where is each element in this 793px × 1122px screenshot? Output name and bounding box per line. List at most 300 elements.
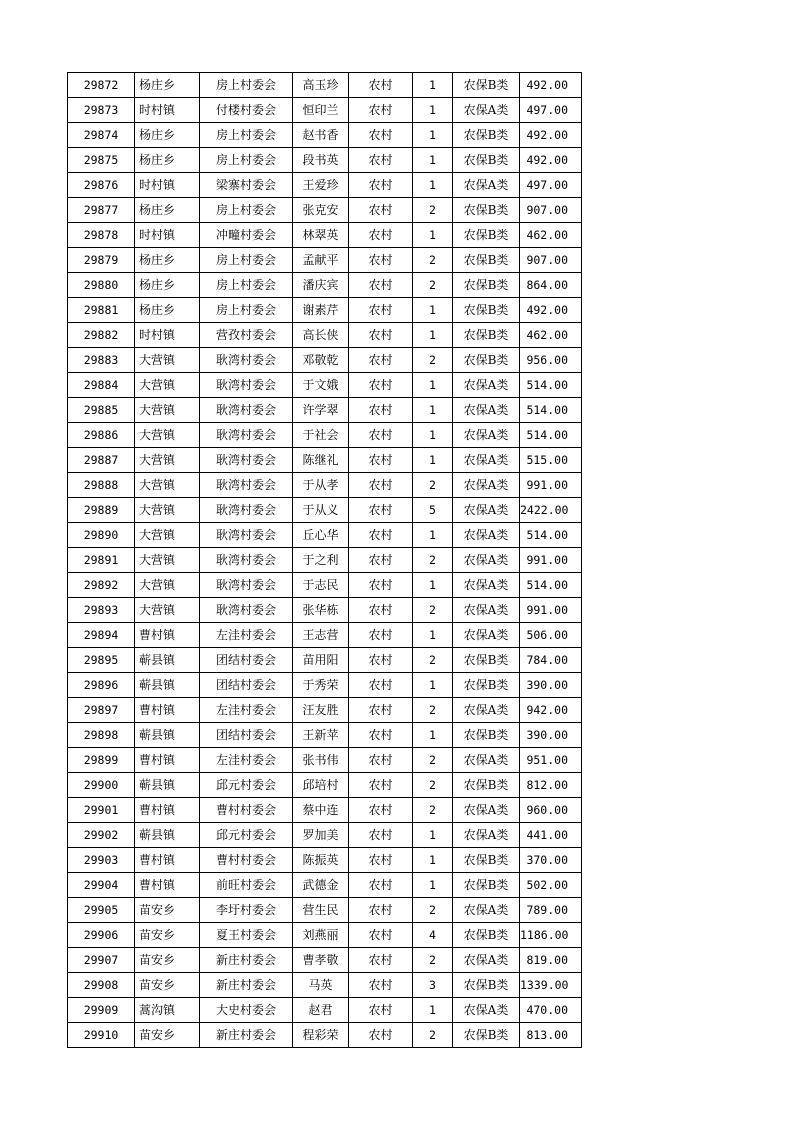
town-cell: 大营镇 [135,373,200,398]
table-row [68,923,582,948]
town-cell: 大营镇 [135,548,200,573]
insurance-category-cell: 农保A类 [453,473,520,498]
town-cell: 杨庄乡 [135,273,200,298]
insurance-category-cell: 农保A类 [453,798,520,823]
person-count-cell: 1 [413,373,453,398]
insurance-category-cell: 农保B类 [453,248,520,273]
amount-cell: 497.00 [520,173,582,198]
insurance-category-cell: 农保B类 [453,1023,520,1048]
record-id-cell: 29878 [68,223,135,248]
record-id-cell: 29898 [68,723,135,748]
insurance-category-cell: 农保B类 [453,923,520,948]
village-committee-cell: 曹村村委会 [200,848,293,873]
village-committee-cell: 团结村委会 [200,723,293,748]
person-count-cell: 2 [413,748,453,773]
amount-cell: 784.00 [520,648,582,673]
household-type-cell: 农村 [349,198,413,223]
town-cell: 蕲县镇 [135,648,200,673]
household-type-cell: 农村 [349,598,413,623]
household-type-cell: 农村 [349,173,413,198]
town-cell: 时村镇 [135,223,200,248]
household-type-cell: 农村 [349,1023,413,1048]
record-id-cell: 29895 [68,648,135,673]
amount-cell: 502.00 [520,873,582,898]
village-committee-cell: 房上村委会 [200,123,293,148]
person-count-cell: 2 [413,548,453,573]
amount-cell: 514.00 [520,523,582,548]
person-name-cell: 丘心华 [293,523,349,548]
person-name-cell: 王爱珍 [293,173,349,198]
household-type-cell: 农村 [349,848,413,873]
household-type-cell: 农村 [349,73,413,98]
table-row [68,748,582,773]
person-name-cell: 高玉珍 [293,73,349,98]
person-count-cell: 1 [413,148,453,173]
village-committee-cell: 团结村委会 [200,673,293,698]
village-committee-cell: 新庄村委会 [200,973,293,998]
insurance-category-cell: 农保A类 [453,398,520,423]
amount-cell: 991.00 [520,473,582,498]
household-type-cell: 农村 [349,698,413,723]
table-row [68,848,582,873]
person-count-cell: 1 [413,223,453,248]
village-committee-cell: 左洼村委会 [200,748,293,773]
person-count-cell: 1 [413,523,453,548]
insurance-category-cell: 农保B类 [453,73,520,98]
village-committee-cell: 耿湾村委会 [200,498,293,523]
person-count-cell: 2 [413,798,453,823]
person-name-cell: 高长侠 [293,323,349,348]
village-committee-cell: 李圩村委会 [200,898,293,923]
table-row [68,598,582,623]
village-committee-cell: 大史村委会 [200,998,293,1023]
record-id-cell: 29902 [68,823,135,848]
person-name-cell: 营生民 [293,898,349,923]
person-count-cell: 3 [413,973,453,998]
table-row [68,898,582,923]
town-cell: 曹村镇 [135,798,200,823]
person-name-cell: 苗用阳 [293,648,349,673]
town-cell: 大营镇 [135,423,200,448]
insurance-category-cell: 农保B类 [453,323,520,348]
amount-cell: 492.00 [520,298,582,323]
person-count-cell: 2 [413,598,453,623]
household-type-cell: 农村 [349,148,413,173]
town-cell: 大营镇 [135,523,200,548]
insurance-category-cell: 农保A类 [453,698,520,723]
village-committee-cell: 付楼村委会 [200,98,293,123]
table-row [68,873,582,898]
table-row [68,998,582,1023]
record-id-cell: 29883 [68,348,135,373]
amount-cell: 506.00 [520,623,582,648]
insurance-category-cell: 农保B类 [453,648,520,673]
town-cell: 大营镇 [135,498,200,523]
village-committee-cell: 耿湾村委会 [200,373,293,398]
insurance-category-cell: 农保B类 [453,298,520,323]
amount-cell: 492.00 [520,73,582,98]
person-count-cell: 5 [413,498,453,523]
village-committee-cell: 房上村委会 [200,298,293,323]
household-type-cell: 农村 [349,673,413,698]
insurance-category-cell: 农保A类 [453,523,520,548]
table-row [68,323,582,348]
insurance-category-cell: 农保A类 [453,173,520,198]
village-committee-cell: 耿湾村委会 [200,573,293,598]
table-row [68,373,582,398]
household-type-cell: 农村 [349,823,413,848]
village-committee-cell: 团结村委会 [200,648,293,673]
household-type-cell: 农村 [349,948,413,973]
person-count-cell: 1 [413,823,453,848]
village-committee-cell: 房上村委会 [200,198,293,223]
record-id-cell: 29909 [68,998,135,1023]
table-row [68,123,582,148]
village-committee-cell: 耿湾村委会 [200,448,293,473]
town-cell: 杨庄乡 [135,148,200,173]
amount-cell: 789.00 [520,898,582,923]
town-cell: 杨庄乡 [135,198,200,223]
person-name-cell: 段书英 [293,148,349,173]
person-count-cell: 2 [413,248,453,273]
amount-cell: 812.00 [520,773,582,798]
person-name-cell: 曹孝敬 [293,948,349,973]
table-row [68,73,582,98]
insurance-category-cell: 农保B类 [453,198,520,223]
village-committee-cell: 耿湾村委会 [200,423,293,448]
person-count-cell: 1 [413,298,453,323]
village-committee-cell: 邱元村委会 [200,823,293,848]
person-name-cell: 罗加美 [293,823,349,848]
person-name-cell: 马英 [293,973,349,998]
person-name-cell: 于志民 [293,573,349,598]
insurance-category-cell: 农保A类 [453,548,520,573]
household-type-cell: 农村 [349,248,413,273]
amount-cell: 907.00 [520,198,582,223]
person-name-cell: 谢素芹 [293,298,349,323]
table-row [68,1023,582,1048]
household-type-cell: 农村 [349,548,413,573]
insurance-category-cell: 农保A类 [453,623,520,648]
record-id-cell: 29889 [68,498,135,523]
record-id-cell: 29885 [68,398,135,423]
amount-cell: 462.00 [520,323,582,348]
person-name-cell: 于文娥 [293,373,349,398]
village-committee-cell: 房上村委会 [200,248,293,273]
village-committee-cell: 耿湾村委会 [200,473,293,498]
town-cell: 杨庄乡 [135,123,200,148]
town-cell: 时村镇 [135,173,200,198]
amount-cell: 497.00 [520,98,582,123]
village-committee-cell: 新庄村委会 [200,1023,293,1048]
insurance-category-cell: 农保A类 [453,373,520,398]
town-cell: 杨庄乡 [135,298,200,323]
person-count-cell: 2 [413,198,453,223]
town-cell: 大营镇 [135,598,200,623]
village-committee-cell: 邱元村委会 [200,773,293,798]
village-committee-cell: 房上村委会 [200,73,293,98]
insurance-category-cell: 农保A类 [453,498,520,523]
person-name-cell: 邱培村 [293,773,349,798]
record-id-cell: 29886 [68,423,135,448]
amount-cell: 462.00 [520,223,582,248]
household-type-cell: 农村 [349,648,413,673]
record-id-cell: 29872 [68,73,135,98]
household-type-cell: 农村 [349,448,413,473]
record-id-cell: 29876 [68,173,135,198]
village-committee-cell: 耿湾村委会 [200,348,293,373]
person-count-cell: 1 [413,73,453,98]
person-count-cell: 1 [413,573,453,598]
table-row [68,198,582,223]
person-name-cell: 于从孝 [293,473,349,498]
village-committee-cell: 梁寨村委会 [200,173,293,198]
insurance-category-cell: 农保A类 [453,898,520,923]
person-count-cell: 1 [413,98,453,123]
amount-cell: 515.00 [520,448,582,473]
insurance-category-cell: 农保B类 [453,273,520,298]
person-count-cell: 1 [413,448,453,473]
table-row [68,348,582,373]
amount-cell: 907.00 [520,248,582,273]
table-row [68,823,582,848]
data-table [67,72,582,1048]
person-name-cell: 程彩荣 [293,1023,349,1048]
household-type-cell: 农村 [349,123,413,148]
record-id-cell: 29873 [68,98,135,123]
insurance-category-cell: 农保B类 [453,223,520,248]
town-cell: 时村镇 [135,323,200,348]
record-id-cell: 29880 [68,273,135,298]
town-cell: 蕲县镇 [135,723,200,748]
household-type-cell: 农村 [349,373,413,398]
amount-cell: 492.00 [520,148,582,173]
record-id-cell: 29901 [68,798,135,823]
household-type-cell: 农村 [349,223,413,248]
insurance-category-cell: 农保B类 [453,148,520,173]
table-row [68,148,582,173]
person-name-cell: 于秀荣 [293,673,349,698]
person-name-cell: 许学翠 [293,398,349,423]
person-name-cell: 张书伟 [293,748,349,773]
table-row [68,173,582,198]
town-cell: 大营镇 [135,348,200,373]
record-id-cell: 29894 [68,623,135,648]
record-id-cell: 29908 [68,973,135,998]
record-id-cell: 29900 [68,773,135,798]
record-id-cell: 29890 [68,523,135,548]
person-count-cell: 2 [413,648,453,673]
table-row [68,298,582,323]
household-type-cell: 农村 [349,873,413,898]
record-id-cell: 29903 [68,848,135,873]
village-committee-cell: 左洼村委会 [200,623,293,648]
person-count-cell: 2 [413,1023,453,1048]
town-cell: 苗安乡 [135,1023,200,1048]
insurance-category-cell: 农保B类 [453,673,520,698]
household-type-cell: 农村 [349,973,413,998]
person-name-cell: 潘庆宾 [293,273,349,298]
town-cell: 苗安乡 [135,898,200,923]
household-type-cell: 农村 [349,398,413,423]
household-type-cell: 农村 [349,898,413,923]
record-id-cell: 29892 [68,573,135,598]
record-id-cell: 29882 [68,323,135,348]
amount-cell: 470.00 [520,998,582,1023]
record-id-cell: 29879 [68,248,135,273]
amount-cell: 813.00 [520,1023,582,1048]
record-id-cell: 29896 [68,673,135,698]
household-type-cell: 农村 [349,298,413,323]
person-count-cell: 1 [413,323,453,348]
table-row [68,448,582,473]
person-name-cell: 汪友胜 [293,698,349,723]
person-count-cell: 1 [413,998,453,1023]
record-id-cell: 29907 [68,948,135,973]
amount-cell: 960.00 [520,798,582,823]
person-count-cell: 1 [413,423,453,448]
town-cell: 苗安乡 [135,923,200,948]
insurance-category-cell: 农保A类 [453,748,520,773]
person-count-cell: 1 [413,673,453,698]
household-type-cell: 农村 [349,523,413,548]
amount-cell: 819.00 [520,948,582,973]
table-row [68,723,582,748]
village-committee-cell: 新庄村委会 [200,948,293,973]
insurance-category-cell: 农保B类 [453,973,520,998]
table-row [68,548,582,573]
record-id-cell: 29877 [68,198,135,223]
village-committee-cell: 耿湾村委会 [200,598,293,623]
insurance-category-cell: 农保A类 [453,98,520,123]
town-cell: 曹村镇 [135,873,200,898]
record-id-cell: 29881 [68,298,135,323]
town-cell: 蕲县镇 [135,673,200,698]
town-cell: 曹村镇 [135,623,200,648]
person-name-cell: 孟献平 [293,248,349,273]
amount-cell: 942.00 [520,698,582,723]
amount-cell: 991.00 [520,598,582,623]
insurance-category-cell: 农保A类 [453,948,520,973]
household-type-cell: 农村 [349,473,413,498]
insurance-category-cell: 农保B类 [453,848,520,873]
person-count-cell: 2 [413,948,453,973]
table-row [68,498,582,523]
village-committee-cell: 耿湾村委会 [200,398,293,423]
person-count-cell: 1 [413,123,453,148]
insurance-category-cell: 农保B类 [453,348,520,373]
person-name-cell: 赵书香 [293,123,349,148]
insurance-category-cell: 农保B类 [453,873,520,898]
record-id-cell: 29904 [68,873,135,898]
person-count-cell: 1 [413,398,453,423]
person-name-cell: 张克安 [293,198,349,223]
table-row [68,573,582,598]
record-id-cell: 29899 [68,748,135,773]
amount-cell: 441.00 [520,823,582,848]
household-type-cell: 农村 [349,323,413,348]
record-id-cell: 29897 [68,698,135,723]
table-row [68,523,582,548]
town-cell: 曹村镇 [135,848,200,873]
person-name-cell: 陈继礼 [293,448,349,473]
person-name-cell: 刘燕丽 [293,923,349,948]
record-id-cell: 29906 [68,923,135,948]
town-cell: 蕲县镇 [135,823,200,848]
household-type-cell: 农村 [349,723,413,748]
person-count-cell: 2 [413,773,453,798]
household-type-cell: 农村 [349,498,413,523]
record-id-cell: 29874 [68,123,135,148]
record-id-cell: 29893 [68,598,135,623]
table-row [68,223,582,248]
household-type-cell: 农村 [349,623,413,648]
town-cell: 大营镇 [135,398,200,423]
household-type-cell: 农村 [349,998,413,1023]
insurance-category-cell: 农保A类 [453,448,520,473]
record-id-cell: 29887 [68,448,135,473]
insurance-category-cell: 农保B类 [453,123,520,148]
town-cell: 时村镇 [135,98,200,123]
village-committee-cell: 耿湾村委会 [200,548,293,573]
record-id-cell: 29875 [68,148,135,173]
household-type-cell: 农村 [349,923,413,948]
amount-cell: 514.00 [520,573,582,598]
insurance-category-cell: 农保A类 [453,423,520,448]
insurance-category-cell: 农保A类 [453,573,520,598]
record-id-cell: 29884 [68,373,135,398]
town-cell: 大营镇 [135,573,200,598]
amount-cell: 514.00 [520,398,582,423]
amount-cell: 492.00 [520,123,582,148]
amount-cell: 956.00 [520,348,582,373]
table-row [68,623,582,648]
person-count-cell: 1 [413,723,453,748]
person-name-cell: 邓敬乾 [293,348,349,373]
person-count-cell: 1 [413,848,453,873]
record-id-cell: 29888 [68,473,135,498]
person-count-cell: 1 [413,173,453,198]
person-count-cell: 2 [413,273,453,298]
person-name-cell: 于之利 [293,548,349,573]
insurance-category-cell: 农保A类 [453,823,520,848]
person-name-cell: 林翠英 [293,223,349,248]
amount-cell: 864.00 [520,273,582,298]
amount-cell: 390.00 [520,673,582,698]
village-committee-cell: 营孜村委会 [200,323,293,348]
record-id-cell: 29910 [68,1023,135,1048]
amount-cell: 514.00 [520,373,582,398]
household-type-cell: 农村 [349,423,413,448]
record-id-cell: 29891 [68,548,135,573]
table-row [68,948,582,973]
insurance-category-cell: 农保B类 [453,773,520,798]
table-row [68,98,582,123]
town-cell: 大营镇 [135,448,200,473]
person-count-cell: 2 [413,348,453,373]
village-committee-cell: 曹村村委会 [200,798,293,823]
table-row [68,398,582,423]
household-type-cell: 农村 [349,748,413,773]
amount-cell: 1186.00 [520,923,582,948]
table-row [68,473,582,498]
amount-cell: 991.00 [520,548,582,573]
insurance-category-cell: 农保A类 [453,998,520,1023]
person-count-cell: 2 [413,898,453,923]
town-cell: 苗安乡 [135,948,200,973]
person-count-cell: 4 [413,923,453,948]
person-name-cell: 蔡中连 [293,798,349,823]
